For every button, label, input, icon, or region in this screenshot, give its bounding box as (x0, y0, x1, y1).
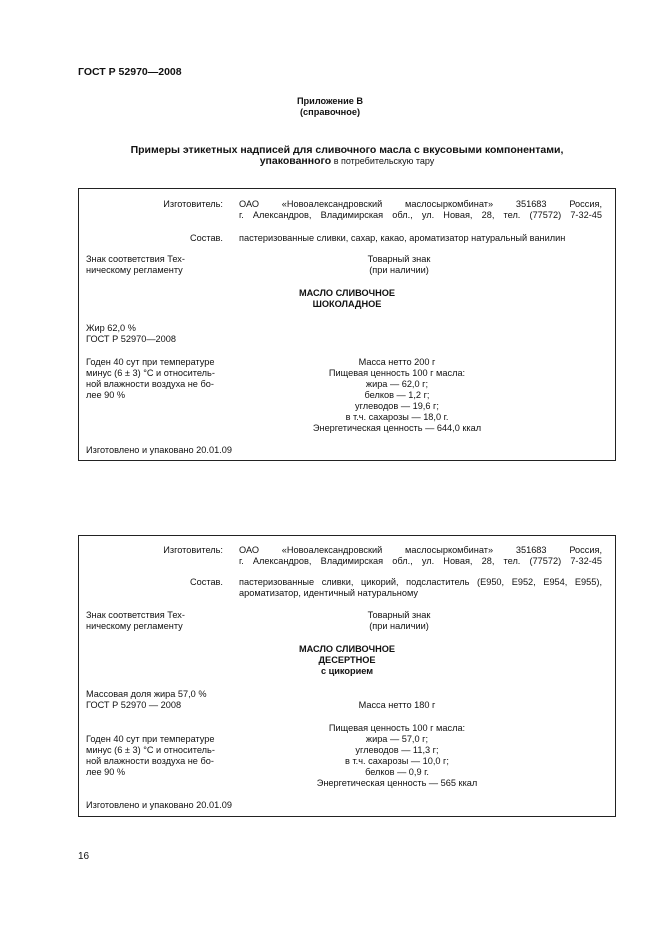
net-mass-block (297, 700, 497, 711)
product-name-line2: ДЕСЕРТНОЕ (318, 655, 376, 665)
packed-date (86, 800, 232, 811)
nutrition-protein: белков — 1,2 г; (364, 390, 430, 400)
appendix-heading (200, 96, 460, 118)
shelf-life-line1: Годен 40 сут при температуре (86, 734, 215, 744)
standard-ref: ГОСТ Р 52970 — 2008 (86, 700, 182, 710)
trademark-line1: Товарный знак (367, 610, 431, 620)
nutrition-fat: жира — 62,0 г; (365, 379, 429, 389)
product-name-line2: ШОКОЛАДНОЕ (312, 299, 382, 309)
section-heading-line2 (78, 156, 616, 167)
nutrition-block (297, 723, 497, 789)
conformity-line2: ническому регламенту (86, 265, 183, 275)
nutrition-sucrose: в т.ч. сахарозы — 10,0 г; (345, 756, 449, 766)
trademark-line2: (при наличии) (369, 621, 429, 631)
section-heading-bold: упакованного (259, 155, 332, 167)
manufacturer-value (239, 199, 602, 221)
composition-line2: ароматизатор, идентичный натуральному (239, 588, 418, 598)
fat-and-standard (86, 323, 176, 345)
product-name-line1: МАСЛО СЛИВОЧНОЕ (299, 288, 395, 298)
energy-value: Энергетическая ценность — 644,0 ккал (312, 423, 482, 433)
shelf-life-line4: лее 90 % (86, 767, 126, 777)
net-mass: Масса нетто 200 г (358, 357, 436, 367)
appendix-title: Приложение В (296, 96, 364, 106)
nutrition-carbs: углеводов — 19,6 г; (355, 401, 439, 411)
manufacturer-label: Изготовитель: (163, 545, 223, 555)
manufacturer-label: Изготовитель: (163, 199, 223, 209)
shelf-life (86, 357, 215, 401)
trademark (339, 610, 459, 632)
appendix-subtitle: (справочное) (299, 107, 360, 117)
fat-and-standard (86, 689, 207, 711)
composition-value (239, 233, 602, 244)
manufacturer-line2: г. Александров, Владимирская обл., ул. Новая, 28, тел. (77572) 7-32-45 (239, 210, 602, 220)
shelf-life-line2: минус (6 ± 3) °С и относитель- (86, 745, 215, 755)
manufacturer-line1: ОАО «Новоалександровский маслосыркомбинат» 351683 Россия, (239, 545, 602, 555)
conformity-mark (86, 610, 185, 632)
shelf-life-line4: лее 90 % (86, 390, 126, 400)
nutrition-block (297, 357, 497, 434)
composition-line1: пастеризованные сливки, сахар, какао, ароматизатор натуральный ванилин (239, 233, 566, 243)
conformity-mark (86, 254, 185, 276)
manufacturer-line2: г. Александров, Владимирская обл., ул. Новая, 28, тел. (77572) 7-32-45 (239, 556, 602, 566)
section-heading-rest: в потребительскую тару (331, 156, 435, 166)
product-name (247, 288, 447, 310)
section-heading (78, 145, 616, 167)
shelf-life-line3: ной влажности воздуха не бо- (86, 379, 214, 389)
nutrition-protein: белков — 0,9 г. (365, 767, 429, 777)
label-example-1 (78, 188, 616, 461)
packed-date (86, 445, 232, 456)
trademark-line2: (при наличии) (369, 265, 429, 275)
product-name (247, 644, 447, 677)
fat-content: Массовая доля жира 57,0 % (86, 689, 207, 699)
composition-value (239, 577, 602, 599)
composition-label: Состав. (190, 233, 223, 243)
composition-label: Состав. (190, 577, 223, 587)
nutrition-fat: жира — 57,0 г; (365, 734, 429, 744)
page-number: 16 (78, 851, 90, 862)
manufacturer-value (239, 545, 602, 567)
standard-ref: ГОСТ Р 52970—2008 (86, 334, 176, 344)
packed-date-text: Изготовлено и упаковано 20.01.09 (86, 800, 232, 810)
product-name-line1: МАСЛО СЛИВОЧНОЕ (299, 644, 395, 654)
net-mass: Масса нетто 180 г (358, 700, 436, 710)
trademark-line1: Товарный знак (367, 254, 431, 264)
manufacturer-line1: ОАО «Новоалександровский маслосыркомбинат» 351683 Россия, (239, 199, 602, 209)
product-name-line3: с цикорием (320, 666, 374, 676)
nutrition-title: Пищевая ценность 100 г масла: (328, 368, 466, 378)
nutrition-title: Пищевая ценность 100 г масла: (328, 723, 466, 733)
shelf-life-line1: Годен 40 сут при температуре (86, 357, 215, 367)
label-example-2 (78, 535, 616, 817)
shelf-life-line3: ной влажности воздуха не бо- (86, 756, 214, 766)
conformity-line1: Знак соответствия Тех- (86, 254, 185, 264)
document-id: ГОСТ Р 52970—2008 (78, 66, 182, 78)
nutrition-carbs: углеводов — 11,3 г; (355, 745, 439, 755)
nutrition-sucrose: в т.ч. сахарозы — 18,0 г. (345, 412, 449, 422)
conformity-line2: ническому регламенту (86, 621, 183, 631)
shelf-life (86, 734, 215, 778)
shelf-life-line2: минус (6 ± 3) °С и относитель- (86, 368, 215, 378)
fat-content: Жир 62,0 % (86, 323, 136, 333)
section-heading-line1: Примеры этикетных надписей для сливочного масла с вкусовыми компонентами, (130, 144, 564, 156)
composition-line1: пастеризованные сливки, цикорий, подсластитель (Е950, Е952, Е954, Е955), (239, 577, 602, 587)
conformity-line1: Знак соответствия Тех- (86, 610, 185, 620)
trademark (339, 254, 459, 276)
energy-value: Энергетическая ценность — 565 ккал (316, 778, 478, 788)
packed-date-text: Изготовлено и упаковано 20.01.09 (86, 445, 232, 455)
